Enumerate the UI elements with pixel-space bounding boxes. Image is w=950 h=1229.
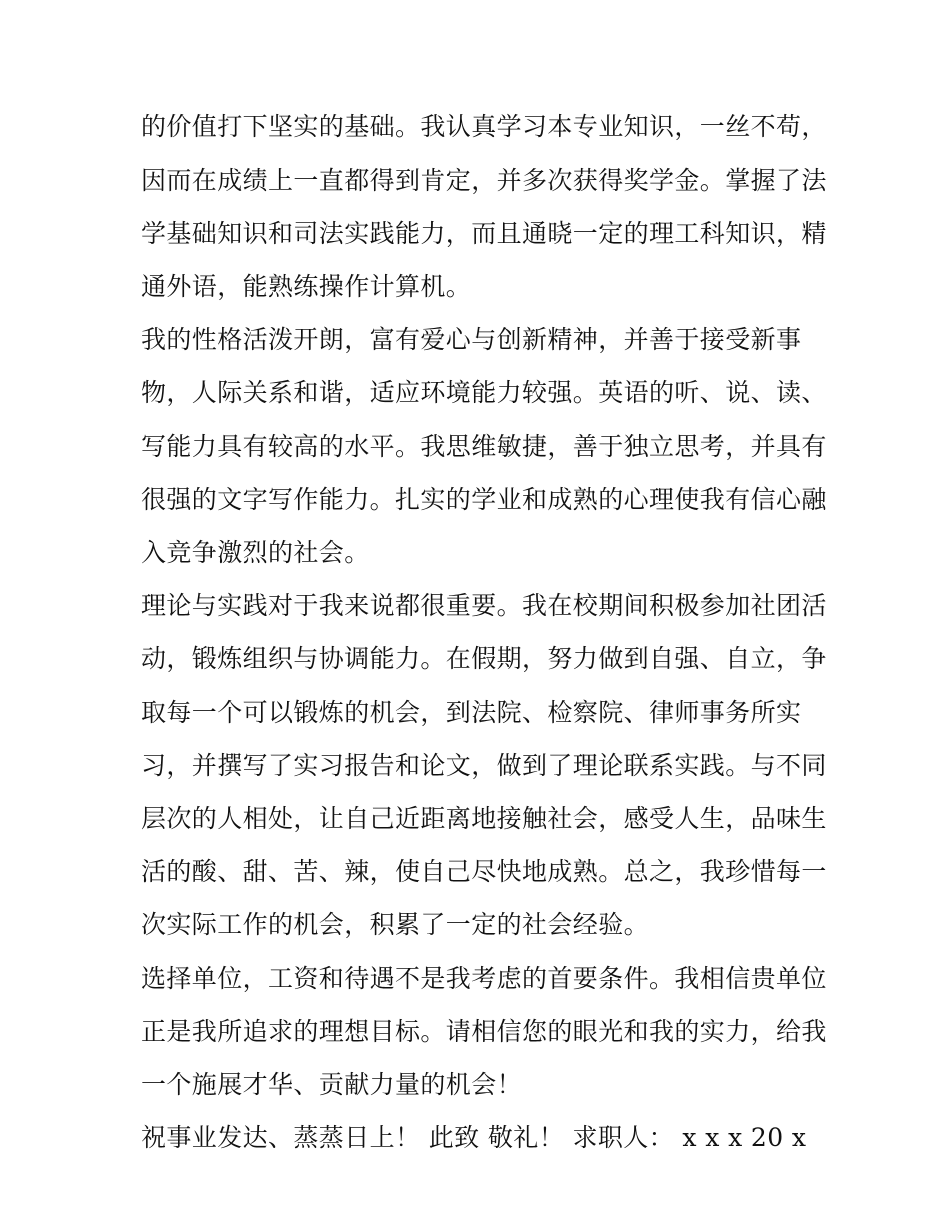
text-line: 层次的人相处，让自己近距离地接触社会，感受人生，品味生 [141,804,827,833]
text-line: 入竞争激烈的社会。 [141,538,370,567]
text-line: 因而在成绩上一直都得到肯定，并多次获得奖学金。掌握了法 [141,166,827,195]
text-line: 学基础知识和司法实践能力，而且通晓一定的理工科知识，精 [141,219,827,248]
text-line: 我的性格活泼开朗，富有爱心与创新精神，并善于接受新事 [141,325,802,354]
text-line: 取每一个可以锻炼的机会，到法院、检察院、律师事务所实 [141,698,802,727]
text-line: 选择单位，工资和待遇不是我考虑的首要条件。我相信贵单位 [141,964,827,993]
text-line: 正是我所追求的理想目标。请相信您的眼光和我的实力，给我 [141,1017,827,1046]
text-line: 祝事业发达、蒸蒸日上！ 此致 敬礼！ 求职人： x x x 20 x [141,1123,807,1152]
text-line: 很强的文字写作能力。扎实的学业和成熟的心理使我有信心融 [141,485,827,514]
text-line: 写能力具有较高的水平。我思维敏捷，善于独立思考，并具有 [141,432,827,461]
text-line: 的价值打下坚实的基础。我认真学习本专业知识，一丝不苟， [141,112,827,141]
text-line: 理论与实践对于我来说都很重要。我在校期间积极参加社团活 [141,591,827,620]
text-line: 物，人际关系和谐，适应环境能力较强。英语的听、说、读、 [141,378,827,407]
text-line: 习，并撰写了实习报告和论文，做到了理论联系实践。与不同 [141,751,827,780]
text-line: 次实际工作的机会，积累了一定的社会经验。 [141,910,650,939]
text-line: 一个施展才华、贡献力量的机会！ [141,1070,523,1099]
text-line: 活的酸、甜、苦、辣，使自己尽快地成熟。总之，我珍惜每一 [141,857,827,886]
text-line: 动，锻炼组织与协调能力。在假期，努力做到自强、自立，争 [141,644,827,673]
text-line: 通外语，能熟练操作计算机。 [141,272,472,301]
